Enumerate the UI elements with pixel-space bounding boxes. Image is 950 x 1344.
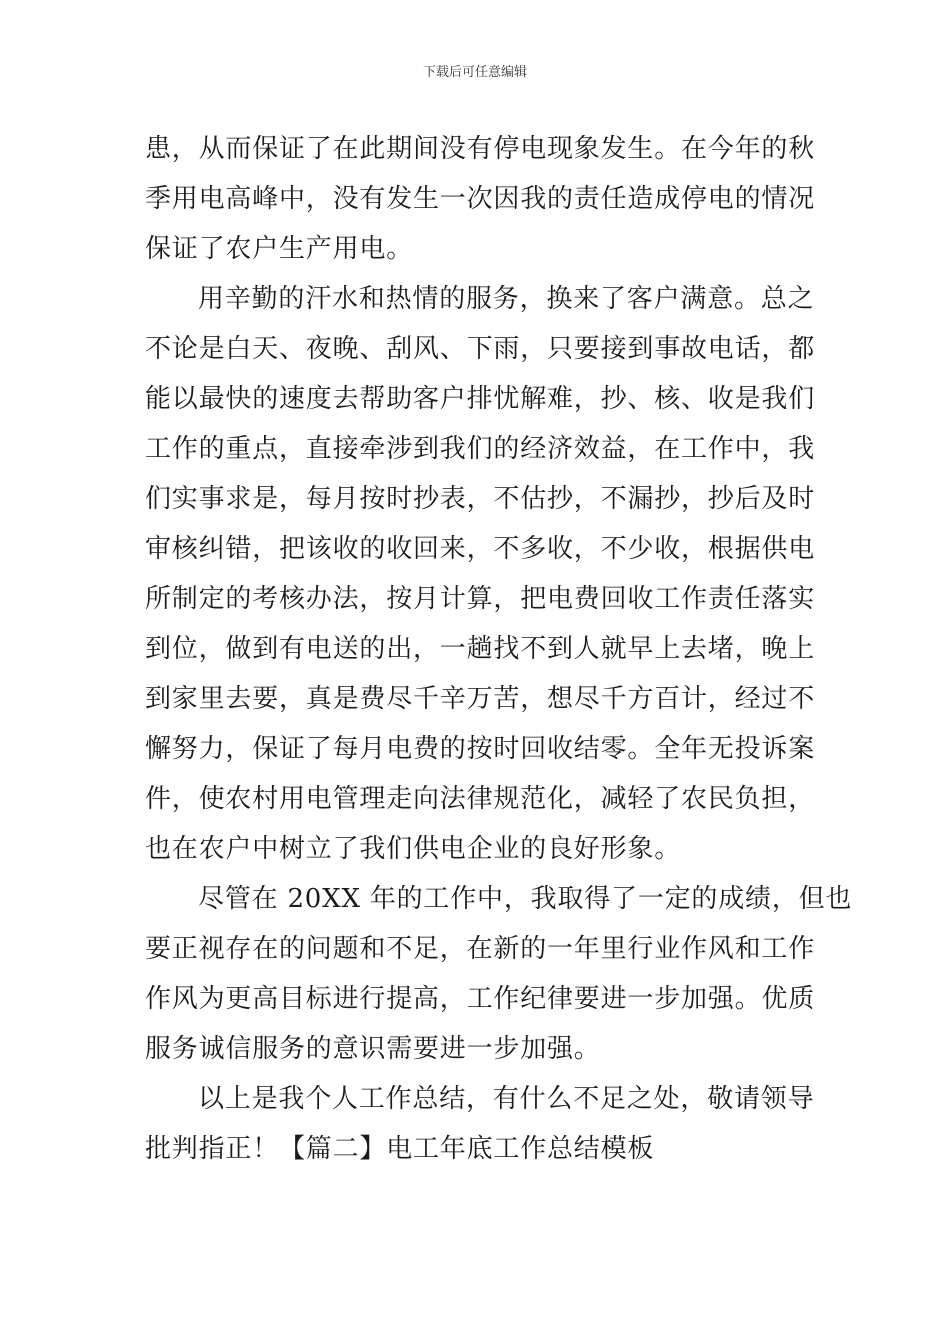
- text-line: 以上是我个人工作总结，有什么不足之处，敬请领导: [198, 1084, 815, 1114]
- text-line: 到位，做到有电送的出，一趟找不到人就早上去堵，晚上: [145, 634, 816, 664]
- text-line: 患，从而保证了在此期间没有停电现象发生。在今年的秋: [145, 134, 816, 164]
- text-line: 要正视存在的问题和不足，在新的一年里行业作风和工作: [145, 934, 816, 964]
- text-line: 们实事求是，每月按时抄表，不估抄，不漏抄，抄后及时: [145, 484, 816, 514]
- text-line: 所制定的考核办法，按月计算，把电费回收工作责任落实: [145, 584, 816, 614]
- text-line: 能以最快的速度去帮助客户排忧解难，抄、核、收是我们: [145, 384, 816, 414]
- page-header-note: 下载后可任意编辑: [422, 65, 527, 80]
- text-line: 审核纠错，把该收的收回来，不多收，不少收，根据供电: [145, 534, 816, 564]
- paragraph-2: [145, 274, 816, 874]
- text-line: 尽管在 20XX 年的工作中，我取得了一定的成绩，但也: [198, 884, 853, 914]
- text-line: 件，使农村用电管理走向法律规范化，减轻了农民负担，: [145, 784, 816, 814]
- document-body: [145, 124, 853, 1174]
- text-line: 作风为更高目标进行提高，工作纪律要进一步加强。优质: [145, 984, 816, 1014]
- text-line: 服务诚信服务的意识需要进一步加强。: [145, 1034, 601, 1064]
- text-line: 懈努力，保证了每月电费的按时回收结零。全年无投诉案: [145, 734, 816, 764]
- text-line: 季用电高峰中，没有发生一次因我的责任造成停电的情况: [145, 184, 816, 214]
- text-line: 工作的重点，直接牵涉到我们的经济效益，在工作中，我: [145, 434, 816, 464]
- paragraph-4: [145, 1074, 815, 1174]
- text-line: 批判指正！【篇二】电工年底工作总结模板: [145, 1134, 655, 1164]
- paragraph-3: [145, 874, 853, 1074]
- paragraph-1: [145, 124, 816, 274]
- text-line: 也在农户中树立了我们供电企业的良好形象。: [145, 834, 682, 864]
- text-line: 到家里去要，真是费尽千辛万苦，想尽千方百计，经过不: [145, 684, 816, 714]
- text-line: 不论是白天、夜晚、刮风、下雨，只要接到事故电话，都: [145, 334, 816, 364]
- text-line: 用辛勤的汗水和热情的服务，换来了客户满意。总之: [198, 284, 815, 314]
- text-line: 保证了农户生产用电。: [145, 234, 414, 264]
